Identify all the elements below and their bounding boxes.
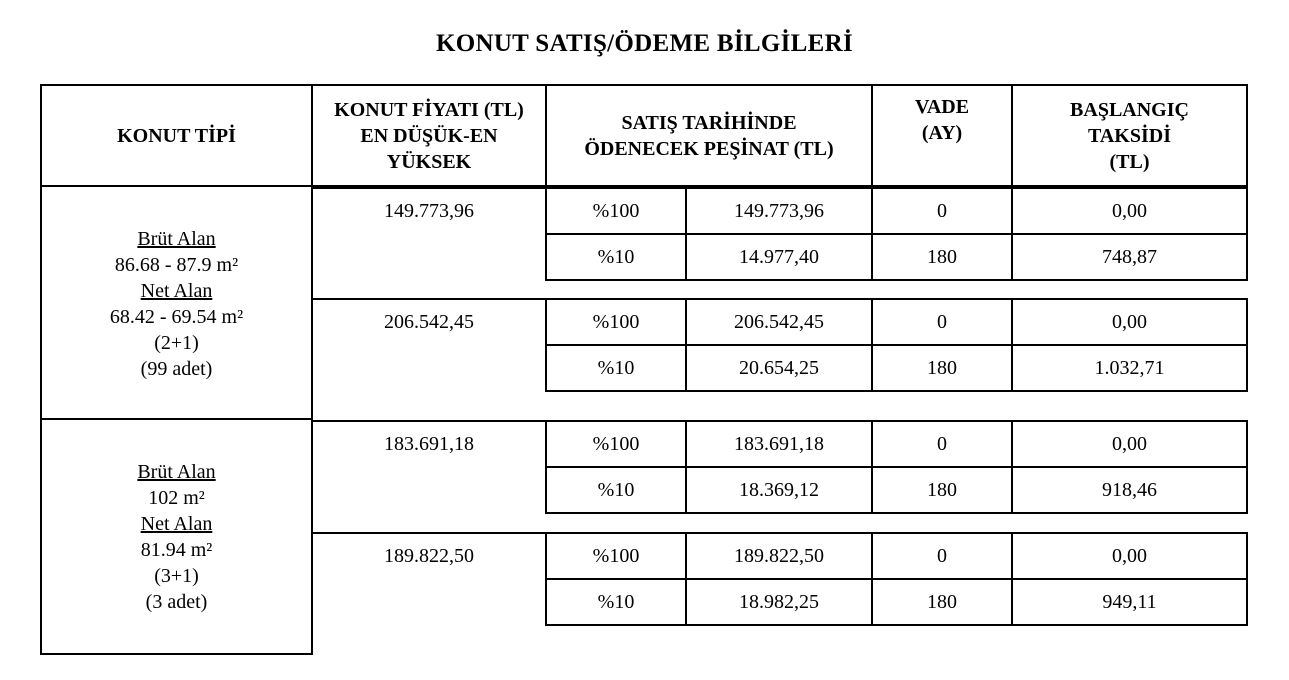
- brut-alan-label: Brüt Alan: [137, 461, 216, 483]
- down-amount: 149.773,96: [734, 199, 824, 222]
- net-alan-value: 81.94 m²: [140, 539, 213, 561]
- header-baslangic-taksidi: BAŞLANGIÇ TAKSİDİ (TL): [1070, 98, 1189, 173]
- term-months: 0: [937, 199, 947, 222]
- down-amount: 183.691,18: [734, 432, 824, 455]
- term-months: 180: [927, 245, 957, 268]
- installment: 0,00: [1112, 432, 1147, 455]
- header-konut-tipi: KONUT TİPİ: [117, 124, 236, 147]
- net-alan-label: Net Alan: [140, 513, 213, 535]
- down-pct: %100: [592, 199, 640, 222]
- down-amount: 206.542,45: [734, 310, 824, 333]
- down-pct: %100: [592, 310, 640, 333]
- installment: 748,87: [1102, 245, 1157, 268]
- term-months: 180: [927, 590, 957, 613]
- down-pct: %10: [597, 478, 635, 501]
- term-months: 180: [927, 478, 957, 501]
- room-layout: (2+1): [154, 332, 199, 354]
- header-konut-fiyati: KONUT FİYATI (TL) EN DÜŞÜK-EN YÜKSEK: [334, 98, 524, 173]
- term-months: 0: [937, 432, 947, 455]
- term-months: 0: [937, 310, 947, 333]
- term-months: 180: [927, 356, 957, 379]
- unit-count: (3 adet): [145, 591, 208, 613]
- page-title: KONUT SATIŞ/ÖDEME BİLGİLERİ: [435, 30, 853, 57]
- net-alan-value: 68.42 - 69.54 m²: [109, 306, 244, 328]
- installment: 0,00: [1112, 199, 1147, 222]
- header-pesinat: SATIŞ TARİHİNDE ÖDENECEK PEŞİNAT (TL): [584, 111, 834, 160]
- down-amount: 189.822,50: [734, 544, 824, 567]
- installment: 1.032,71: [1094, 356, 1165, 379]
- installment: 0,00: [1112, 310, 1147, 333]
- brut-alan-label: Brüt Alan: [137, 228, 216, 250]
- price-cell: 189.822,50: [384, 544, 474, 567]
- down-amount: 18.369,12: [739, 478, 819, 501]
- unit-count: (99 adet): [140, 358, 213, 380]
- price-cell: 183.691,18: [384, 432, 474, 455]
- price-cell: 206.542,45: [384, 310, 474, 333]
- down-pct: %100: [592, 544, 640, 567]
- down-amount: 18.982,25: [739, 590, 819, 613]
- down-amount: 14.977,40: [739, 245, 819, 268]
- down-pct: %10: [597, 590, 635, 613]
- installment: 949,11: [1102, 590, 1157, 613]
- net-alan-label: Net Alan: [140, 280, 213, 302]
- room-layout: (3+1): [154, 565, 199, 587]
- konut-tipi-cell: [42, 226, 311, 382]
- down-pct: %100: [592, 432, 640, 455]
- header-vade: VADE (AY): [914, 96, 970, 144]
- term-months: 0: [937, 544, 947, 567]
- installment: 0,00: [1112, 544, 1147, 567]
- konut-tipi-cell: [42, 459, 311, 615]
- brut-alan-value: 86.68 - 87.9 m²: [114, 254, 239, 276]
- down-amount: 20.654,25: [739, 356, 819, 379]
- down-pct: %10: [597, 245, 635, 268]
- price-cell: 149.773,96: [384, 199, 474, 222]
- brut-alan-value: 102 m²: [148, 487, 205, 509]
- installment: 918,46: [1102, 478, 1157, 501]
- down-pct: %10: [597, 356, 635, 379]
